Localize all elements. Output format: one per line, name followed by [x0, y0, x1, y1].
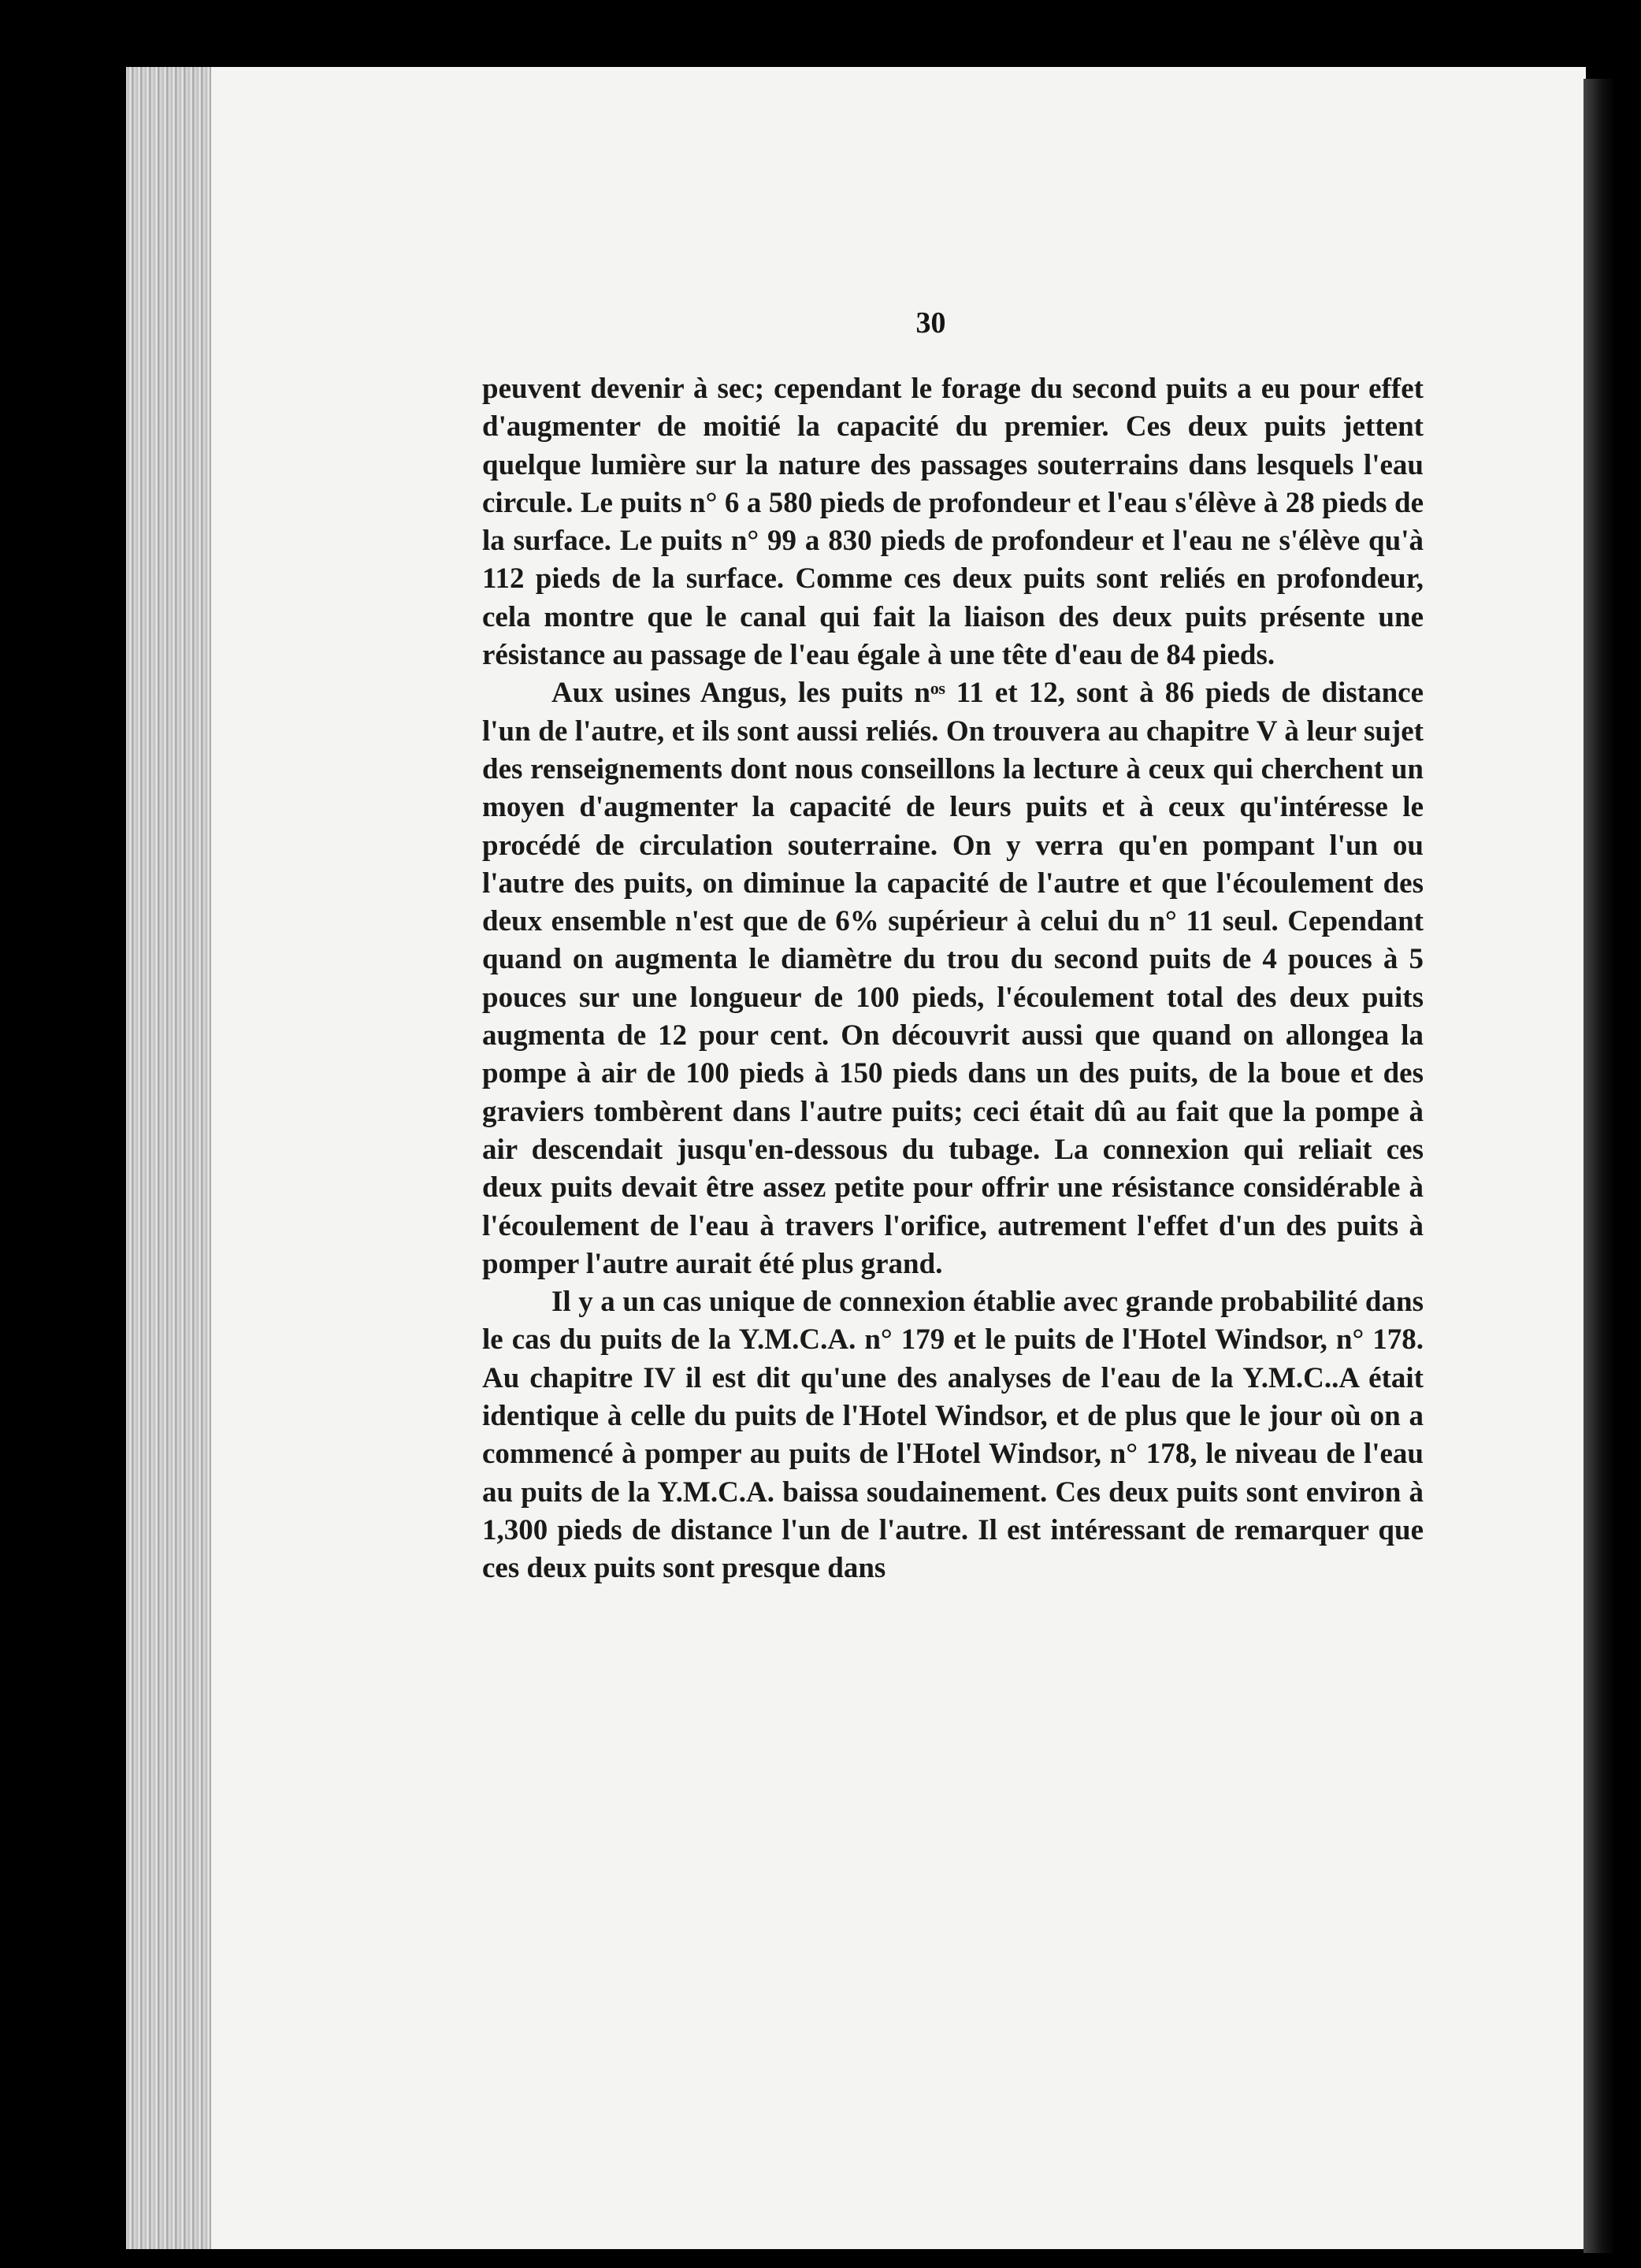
paragraph: Aux usines Angus, les puits nᵒˢ 11 et 12, sont à 86 pieds de distance l'un de l'autre, et ils sont aussi reliés. On trouvera au chapitre V à leur sujet des renseignements dont nous conseillons la lecture à ceux qui cherchent un moyen d'augmenter la capacité de leurs puits et à ceux qu'intéresse le procédé de circulation souterraine. On y verra qu'en pompant l'un ou l'autre des puits, on diminue la capacité de l'autre et que l'écoulement des deux ensemble n'est que de 6% supérieur à celui du n° 11 seul. Cependant quand on augmenta le diamètre du trou du second puits de 4 pouces à 5 pouces sur une longueur de 100 pieds, l'écoulement total des deux puits augmenta de 12 pour cent. On découvrit aussi que quand on allongea la pompe à air de 100 pieds à 150 pieds dans un des puits, de la boue et des graviers tombèrent dans l'autre puits; ceci était dû au fait que la pompe à air descendait jusqu'en-dessous du tubage. La connexion qui reliait ces deux puits devait être assez petite pour offrir une résistance considérable à l'écoulement de l'eau à travers l'orifice, autrement l'effet d'un des puits à pomper l'autre aurait été plus grand. — [482, 677, 1424, 1280]
paragraph: Il y a un cas unique de connexion établie avec grande probabilité dans le cas du puits de la Y.M.C.A. n° 179 et le puits de l'Hotel Windsor, n° 178. Au chapitre IV il est dit qu'une des analyses de l'eau de la Y.M.C..A était identique à celle du puits de l'Hotel Windsor, et de plus que le jour où on a commencé à pomper au puits de l'Hotel Windsor, n° 178, le niveau de l'eau au puits de la Y.M.C.A. baissa soudainement. Ces deux puits sont environ à 1,300 pieds de distance l'un de l'autre. Il est intéressant de remarquer que ces deux puits sont presque dans — [482, 1286, 1424, 1585]
page-number: 30 — [915, 306, 946, 340]
page-shadow — [1583, 79, 1615, 2253]
page-edge-stack — [126, 67, 221, 2249]
body-text — [482, 370, 1424, 1588]
paragraph: peuvent devenir à sec; cependant le forage du second puits a eu pour effet d'augmenter de moitié la capacité du premier. Ces deux puits jettent quelque lumière sur la nature des passages souterrains dans lesquels l'eau circule. Le puits n° 6 a 580 pieds de profondeur et l'eau s'élève à 28 pieds de la surface. Le puits n° 99 a 830 pieds de profondeur et l'eau ne s'élève qu'à 112 pieds de la surface. Comme ces deux puits sont reliés en profondeur, cela montre que le canal qui fait la liaison des deux puits présente une résistance au passage de l'eau égale à une tête d'eau de 84 pieds. — [482, 373, 1424, 672]
